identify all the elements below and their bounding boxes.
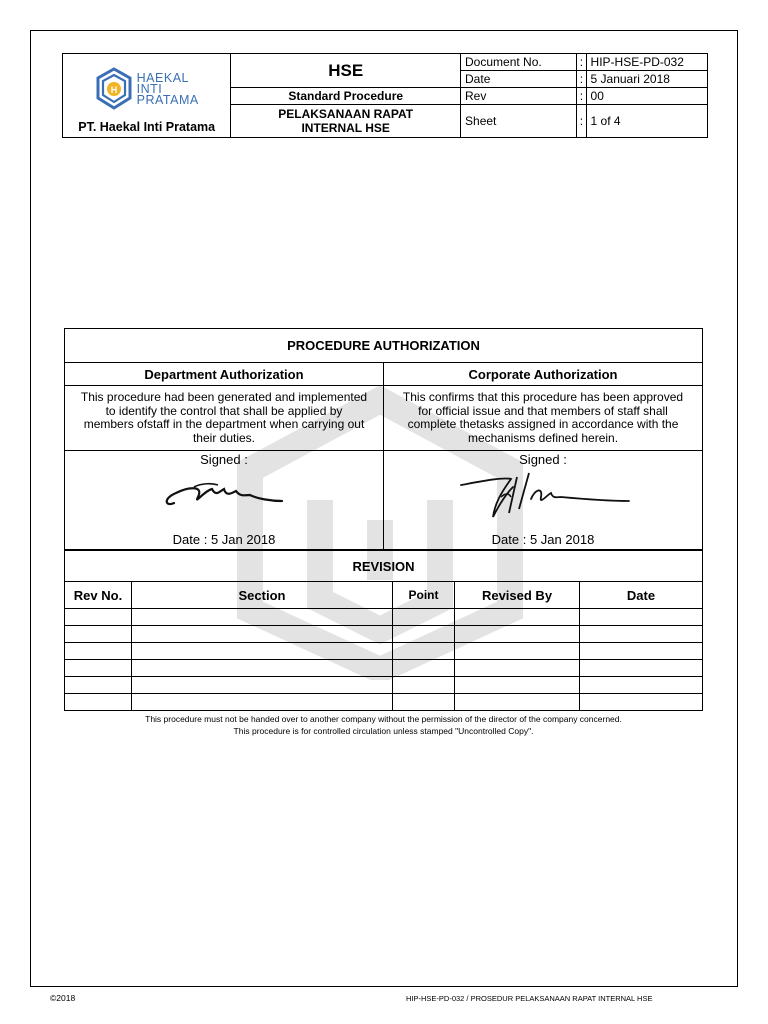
department-authorization-text: This procedure had been generated and implemented to identify the control that shall be applied by members ofstaff in the department when carrying out their duties. [65, 386, 384, 451]
logo-text: HAEKAL INTI PRATAMA [136, 70, 199, 107]
table-cell [65, 609, 132, 626]
table-row [65, 677, 703, 694]
meta-label: Document No. [461, 54, 577, 71]
table-cell [65, 626, 132, 643]
meta-value-document-no: HIP-HSE-PD-032 [586, 54, 707, 71]
revision-title: REVISION [65, 551, 703, 582]
meta-colon: : [577, 54, 586, 71]
table-cell [65, 677, 132, 694]
signed-label: Signed : [200, 452, 248, 467]
svg-text:H: H [110, 85, 117, 95]
table-cell [65, 694, 132, 711]
table-cell [393, 609, 455, 626]
footer-doc-ref: HIP-HSE-PD-032 / PROSEDUR PELAKSANAAN RAPAT INTERNAL HSE [406, 994, 653, 1003]
signature-date: Date : 5 Jan 2018 [172, 532, 276, 547]
table-cell [455, 677, 580, 694]
company-name: PT. Haekal Inti Pratama [78, 120, 216, 134]
table-cell [65, 643, 132, 660]
table-cell [132, 694, 393, 711]
corporate-authorization-text: This confirms that this procedure has been approved for official issue and that members of staff shall complete thetasks assigned in accordance with the mechanisms defined herein. [384, 386, 703, 451]
table-cell [132, 660, 393, 677]
table-cell [580, 609, 703, 626]
table-cell [393, 626, 455, 643]
column-header: Date [580, 582, 703, 609]
column-header: Rev No. [65, 582, 132, 609]
meta-colon: : [577, 105, 586, 138]
table-cell [455, 660, 580, 677]
corporate-signature-cell [384, 451, 703, 550]
company-logo-icon [95, 67, 133, 111]
corporate-signature [453, 469, 633, 527]
meta-value-sheet: 1 of 4 [586, 105, 707, 138]
department-title: HSE [231, 54, 461, 88]
table-cell [132, 626, 393, 643]
table-cell [580, 660, 703, 677]
department-signature [154, 471, 294, 511]
corporate-authorization-heading: Corporate Authorization [384, 363, 703, 386]
table-cell [455, 609, 580, 626]
table-cell [393, 694, 455, 711]
table-row [65, 643, 703, 660]
meta-value-rev: 00 [586, 88, 707, 105]
table-cell [455, 694, 580, 711]
footer-copyright: ©2018 [50, 993, 76, 1003]
meta-value-date: 5 Januari 2018 [586, 71, 707, 88]
table-cell [132, 643, 393, 660]
signature-date: Date : 5 Jan 2018 [491, 532, 595, 547]
meta-colon: : [577, 88, 586, 105]
column-header: Section [132, 582, 393, 609]
table-row [65, 626, 703, 643]
table-cell [132, 609, 393, 626]
document-header [62, 53, 708, 138]
table-cell [393, 677, 455, 694]
table-row [65, 660, 703, 677]
table-cell [65, 660, 132, 677]
doc-type: Standard Procedure [231, 88, 461, 105]
column-header: Point [393, 582, 455, 609]
meta-label: Sheet [461, 105, 577, 138]
table-row [65, 694, 703, 711]
table-cell [580, 626, 703, 643]
table-cell [580, 694, 703, 711]
table-cell [580, 677, 703, 694]
column-header: Revised By [455, 582, 580, 609]
table-cell [132, 677, 393, 694]
meta-label: Rev [461, 88, 577, 105]
authorization-table [64, 328, 703, 550]
table-cell [455, 643, 580, 660]
procedure-title: PELAKSANAAN RAPAT INTERNAL HSE [231, 105, 461, 138]
authorization-title: PROCEDURE AUTHORIZATION [65, 329, 703, 363]
table-cell [580, 643, 703, 660]
table-cell [455, 626, 580, 643]
table-cell [393, 660, 455, 677]
meta-label: Date [461, 71, 577, 88]
department-authorization-heading: Department Authorization [65, 363, 384, 386]
department-signature-cell [65, 451, 384, 550]
distribution-footnote: This procedure must not be handed over to another company without the permission of the director of the company concerned. This procedure is for controlled circulation unless stamped "Uncontrolled Copy". [145, 714, 622, 736]
logo-cell [63, 54, 231, 138]
table-cell [393, 643, 455, 660]
signed-label: Signed : [519, 452, 567, 467]
meta-colon: : [577, 71, 586, 88]
revision-table [64, 550, 703, 711]
table-row [65, 609, 703, 626]
